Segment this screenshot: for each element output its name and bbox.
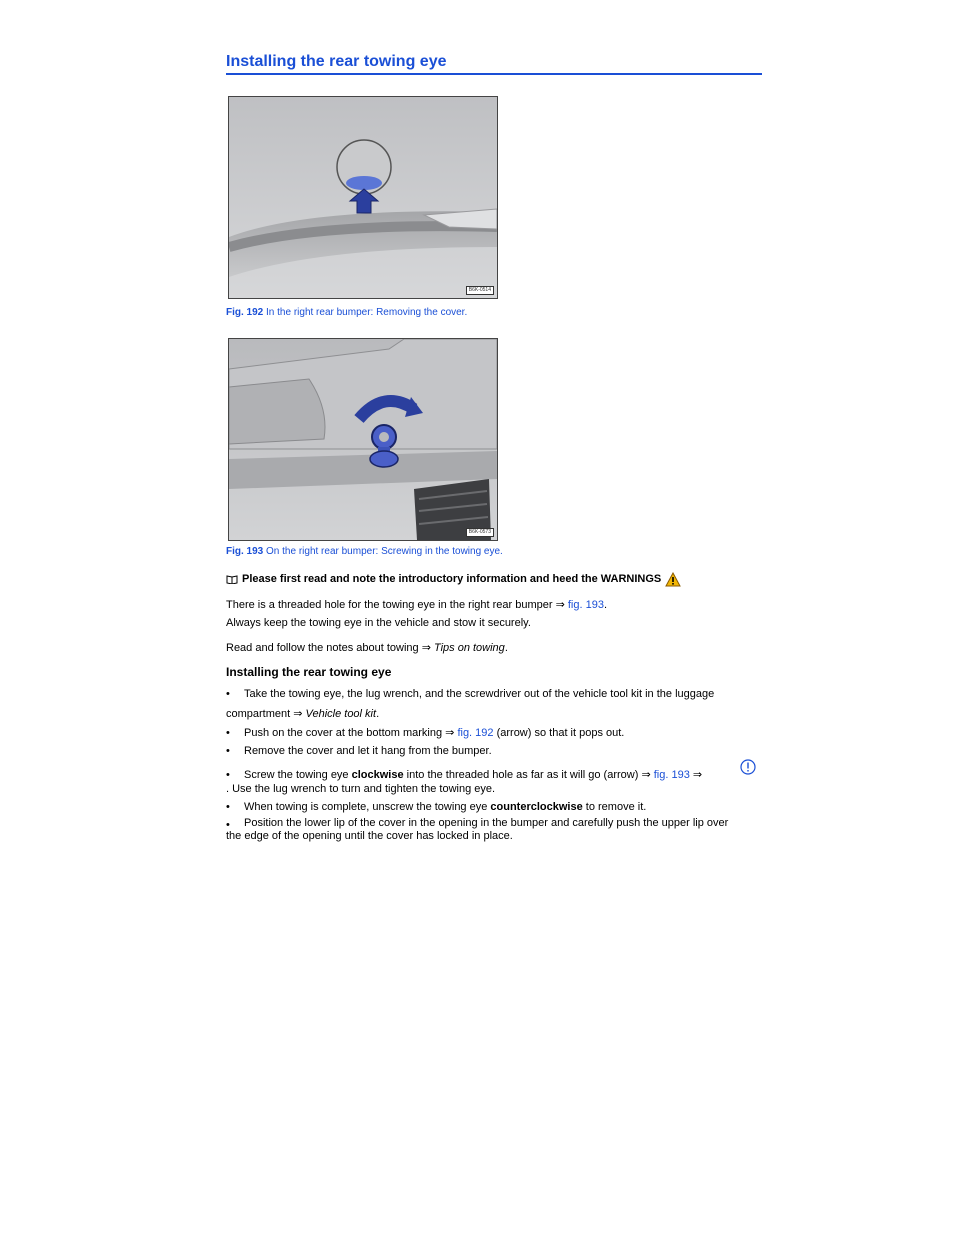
step-text-part: compartment ⇒ xyxy=(226,708,306,720)
book-icon xyxy=(226,574,238,584)
paragraph-end: . xyxy=(603,599,608,611)
paragraph-keep-eye: Always keep the towing eye in the vehicle and stow it securely. xyxy=(226,617,531,629)
warning-triangle-icon xyxy=(665,572,681,587)
bullet-marker: • xyxy=(226,688,230,700)
step-text xyxy=(226,767,746,783)
step-text xyxy=(226,725,746,741)
step-text-end: . xyxy=(376,708,380,720)
intro-note xyxy=(226,571,766,587)
step-text-part: into the threaded hole as far as it will go (arrow) ⇒ xyxy=(403,769,654,781)
figure-id-label: B6K-0573 xyxy=(466,528,494,537)
bullet-marker: • xyxy=(226,745,230,757)
bullet-marker: • xyxy=(226,769,230,781)
title-divider xyxy=(226,73,762,75)
step-6 xyxy=(226,817,746,843)
step-3 xyxy=(226,743,746,759)
paragraph-threaded-hole xyxy=(226,597,766,613)
step-text-part: Screw the towing eye xyxy=(244,769,352,781)
page-title: Installing the rear towing eye xyxy=(226,53,447,70)
figure-192-image xyxy=(228,96,498,299)
intro-text: Please first read and note the introductory information and heed the WARNINGS xyxy=(242,573,662,585)
caption-label: Fig. 193 xyxy=(226,546,264,557)
step-text-part: Push on the cover at the bottom marking ⇒ xyxy=(244,727,458,739)
tips-on-towing-link[interactable]: Tips on towing xyxy=(433,642,505,654)
step-text-part: When towing is complete, unscrew the towing eye xyxy=(244,801,491,813)
step-4 xyxy=(226,767,746,795)
step-text-bold: counterclockwise xyxy=(490,801,583,813)
caption-text: In the right rear bumper: Removing the cover. xyxy=(266,307,468,318)
paragraph-towing-notes xyxy=(226,640,766,656)
step-text-part: to remove it. xyxy=(582,801,647,813)
section-heading: Installing the rear towing eye xyxy=(226,665,392,679)
bullet-marker: • xyxy=(226,801,230,813)
step-text: Take the towing eye, the lug wrench, and the screwdriver out of the vehicle tool kit in the luggage xyxy=(244,688,715,700)
paragraph-text: There is a threaded hole for the towing eye in the right rear bumper ⇒ xyxy=(226,599,568,611)
bullet-marker: • xyxy=(226,819,230,831)
step-text: Position the lower lip of the cover in the opening in the bumper and carefully push the upper lip over the edge of the opening until the cover has locked in place. xyxy=(226,817,729,842)
step-text-part: (arrow) so that it pops out. xyxy=(493,727,625,739)
step-text-bold: clockwise xyxy=(351,769,404,781)
fig-192-link[interactable]: fig. 192 xyxy=(457,727,494,739)
step-2 xyxy=(226,725,746,741)
figure-193-caption xyxy=(226,546,503,557)
bullet-marker: • xyxy=(226,727,230,739)
fig-193-link[interactable]: fig. 193 xyxy=(567,599,604,611)
step-text-continued: . Use the lug wrench to turn and tighten the towing eye. xyxy=(226,783,496,795)
step-text-continued xyxy=(226,706,746,722)
step-5 xyxy=(226,799,746,815)
step-text: Remove the cover and let it hang from the bumper. xyxy=(244,745,492,757)
fig-193-link[interactable]: fig. 193 xyxy=(653,769,690,781)
figure-193-image xyxy=(228,338,498,541)
figure-id-label: B6K-0514 xyxy=(466,286,494,295)
caption-label: Fig. 192 xyxy=(226,307,264,318)
caption-text: On the right rear bumper: Screwing in the towing eye. xyxy=(266,546,503,557)
notice-icon[interactable] xyxy=(740,759,756,775)
paragraph-text: Read and follow the notes about towing ⇒ xyxy=(226,642,434,654)
step-text-part: ⇒ xyxy=(689,769,703,781)
step-1 xyxy=(226,686,746,722)
paragraph-end: . xyxy=(504,642,508,654)
figure-192-caption xyxy=(226,307,467,318)
step-text xyxy=(226,799,746,815)
vehicle-tool-kit-link[interactable]: Vehicle tool kit xyxy=(305,708,377,720)
